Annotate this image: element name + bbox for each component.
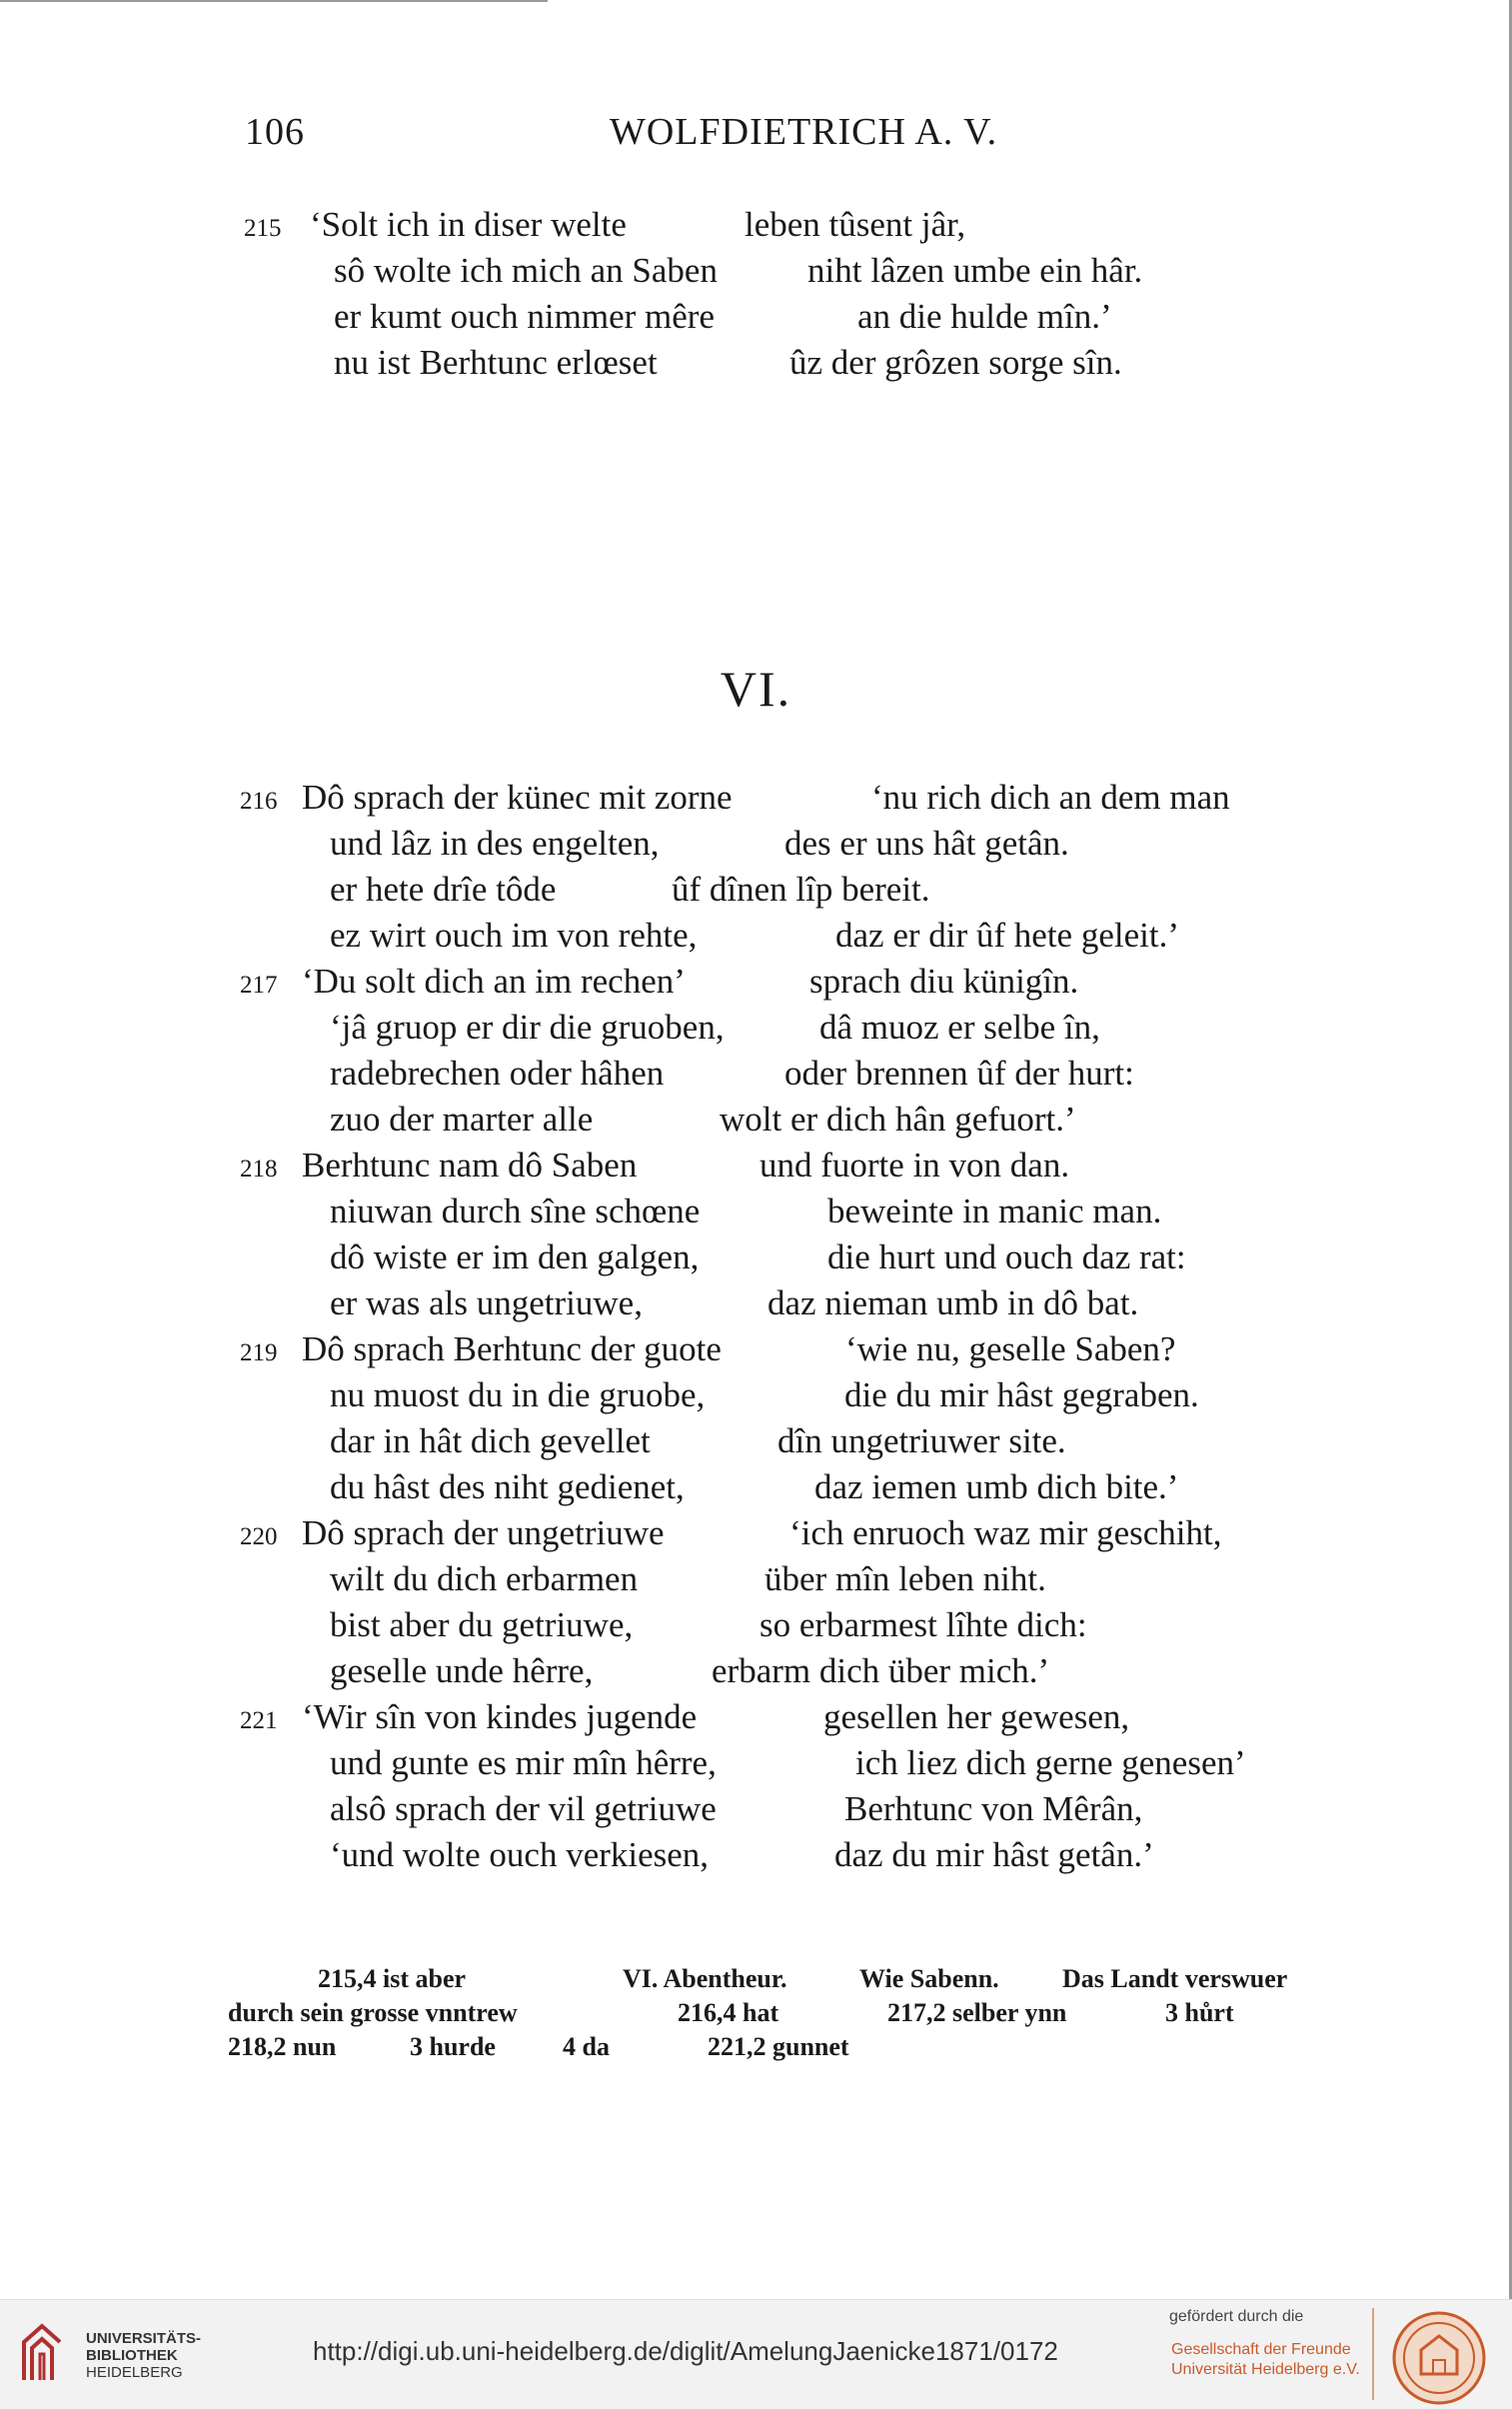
verse-half-a: ‘Wir sîn von kindes jugende [302, 1697, 698, 1736]
verse-half-b: daz er dir ûf hete geleit.’ [835, 916, 1179, 955]
page-number: 106 [245, 111, 305, 153]
verse-half-b: des er uns hât getân. [784, 824, 1069, 863]
verse-half-b: niht lâzen umbe ein hâr. [807, 251, 1143, 290]
verse-half-b: leben tûsent jâr, [745, 205, 966, 244]
verse-half-b: ûz der grôzen sorge sîn. [789, 343, 1122, 382]
verse-half-b: gesellen her gewesen, [823, 1697, 1130, 1736]
note-entry: durch sein grosse vnntrew [228, 1998, 518, 2027]
verse-half-b: an die hulde mîn.’ [857, 297, 1112, 336]
note-entry: 215,4 ist aber [318, 1964, 467, 1993]
verse-half-b: dîn ungetriuwer site. [777, 1421, 1066, 1460]
verse-half-b: dâ muoz er selbe în, [819, 1008, 1100, 1047]
running-title: WOLFDIETRICH A. V. [610, 111, 998, 153]
verse-half-b: die hurt und ouch daz rat: [827, 1237, 1186, 1276]
stanza-number: 220 [240, 1523, 278, 1550]
verse-half-b: erbarm dich über mich.’ [712, 1651, 1050, 1690]
verse-half-a: Berhtunc nam dô Saben [302, 1146, 638, 1185]
verse-half-a: er kumt ouch nimmer mêre [334, 297, 715, 336]
verse-half-b: daz nieman umb in dô bat. [767, 1283, 1139, 1322]
verse-half-a: ‘und wolte ouch verkiesen, [330, 1835, 710, 1874]
verse-half-a: nu muost du in die gruobe, [330, 1375, 706, 1414]
note-entry: 221,2 gunnet [708, 2032, 849, 2061]
verse-half-a: ‘Solt ich in diser welte [310, 205, 627, 244]
library-logo-icon [18, 2322, 66, 2384]
source-url-link[interactable]: http://digi.ub.uni-heidelberg.de/diglit/AmelungJaenicke1871/0172 [313, 2336, 1058, 2366]
verse-half-a: er was als ungetriuwe, [330, 1283, 643, 1322]
verse-half-b: und fuorte in von dan. [759, 1146, 1070, 1185]
verse-half-b: beweinte in manic man. [827, 1192, 1162, 1230]
verse-half-a: Dô sprach der künec mit zorne [302, 778, 733, 817]
note-entry: 218,2 nun [228, 2032, 337, 2061]
verse-half-a: sô wolte ich mich an Saben [334, 251, 718, 290]
verse-half-a: und gunte es mir mîn hêrre, [330, 1743, 717, 1782]
verse-half-b: die du mir hâst gegraben. [844, 1375, 1199, 1414]
verse-half-b: ‘ich enruoch waz mir geschiht, [789, 1513, 1222, 1552]
verse-half-b: ich liez dich gerne genesen’ [855, 1743, 1246, 1782]
note-entry: Wie Sabenn. [859, 1964, 999, 1993]
verse-half-a: radebrechen oder hâhen [330, 1054, 665, 1093]
verse-half-b: über mîn leben niht. [764, 1559, 1046, 1598]
note-entry: 3 hurde [410, 2032, 496, 2061]
verse-half-a: Dô sprach der ungetriuwe [302, 1513, 665, 1552]
sponsor-name: Gesellschaft der Freunde Universität Heidelberg e.V. [1171, 2341, 1360, 2378]
verse-half-a: ‘jâ gruop er dir die gruoben, [330, 1008, 725, 1047]
note-entry: 4 da [563, 2032, 610, 2061]
verse-half-b: Berhtunc von Mêrân, [844, 1789, 1143, 1828]
verse-half-a: ‘Du solt dich an im rechen’ [302, 962, 686, 1001]
note-entry: 217,2 selber ynn [887, 1998, 1067, 2027]
stanza-number: 221 [240, 1707, 278, 1734]
stanza-number: 218 [240, 1156, 278, 1183]
verse-half-b: daz du mir hâst getân.’ [834, 1835, 1154, 1874]
library-name: UNIVERSITÄTS- BIBLIOTHEK HEIDELBERG [86, 2330, 202, 2381]
verse-half-a: du hâst des niht gedienet, [330, 1467, 685, 1506]
verse-half-a: nu ist Berhtunc erlœset [334, 343, 658, 382]
verse-half-a: geselle unde hêrre, [330, 1651, 594, 1690]
note-entry: Das Landt verswuer [1062, 1964, 1288, 1993]
stanza-number: 215 [244, 215, 282, 242]
verse-half-b: oder brennen ûf der hurt: [784, 1054, 1134, 1093]
footer-bar [0, 2299, 1512, 2409]
verse-half-b: so erbarmest lîhte dich: [759, 1605, 1087, 1644]
stanza-number: 217 [240, 972, 278, 999]
verse-half-b: ‘wie nu, geselle Saben? [845, 1329, 1176, 1368]
note-entry: 216,4 hat [678, 1998, 779, 2027]
verse-half-a: Dô sprach Berhtunc der guote [302, 1329, 722, 1368]
verse-half-a: er hete drîe tôde [330, 870, 557, 909]
verse-half-a: und lâz in des engelten, [330, 824, 660, 863]
verse-half-b: daz iemen umb dich bite.’ [814, 1467, 1179, 1506]
sponsor-label: gefördert durch die [1169, 2308, 1304, 2325]
verse-half-a: alsô sprach der vil getriuwe [330, 1789, 717, 1828]
scan-top-line [0, 0, 548, 2]
university-seal-icon [1391, 2310, 1487, 2406]
note-entry: VI. Abentheur. [623, 1964, 787, 1993]
verse-half-b: ‘nu rich dich an dem man [871, 778, 1230, 817]
verse-half-a: wilt du dich erbarmen [330, 1559, 639, 1598]
section-title: VI. [720, 661, 792, 717]
verse-half-a: niuwan durch sîne schœne [330, 1192, 701, 1230]
note-entry: 3 hůrt [1165, 1998, 1234, 2027]
verse-half-a: zuo der marter alle [330, 1100, 594, 1139]
stanza-number: 219 [240, 1339, 278, 1366]
verse-half-b: ûf dînen lîp bereit. [672, 870, 930, 909]
verse-half-b: wolt er dich hân gefuort.’ [720, 1100, 1076, 1139]
verse-half-a: ez wirt ouch im von rehte, [330, 916, 698, 955]
verse-half-a: bist aber du getriuwe, [330, 1605, 634, 1644]
footer-divider [1372, 2308, 1374, 2400]
verse-half-a: dô wiste er im den galgen, [330, 1237, 700, 1276]
verse-half-a: dar in hât dich gevellet [330, 1421, 651, 1460]
stanza-number: 216 [240, 788, 278, 815]
verse-half-b: sprach diu künigîn. [809, 962, 1079, 1001]
